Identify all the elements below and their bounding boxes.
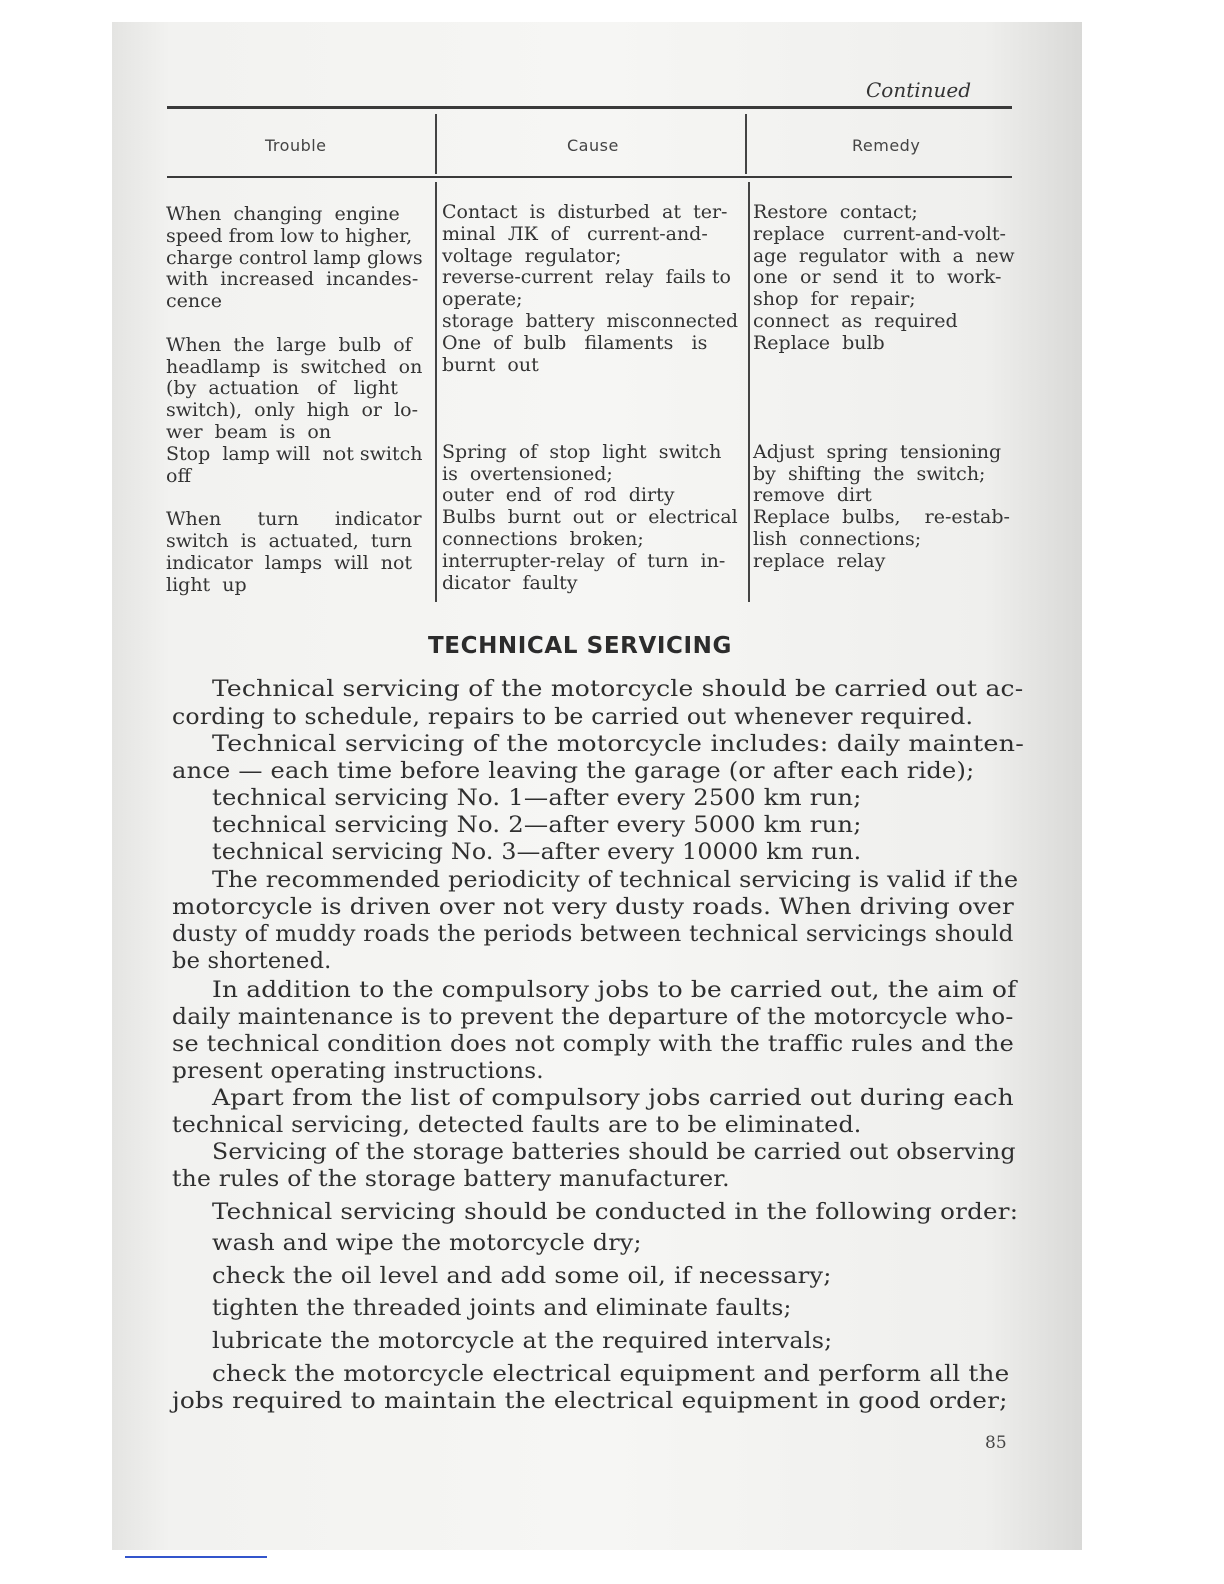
table-cell-line [753,376,1020,398]
table-cell-line: lish connections; [753,527,922,550]
body-text-line: se technical condition does not comply with the traffic rules and the [172,1031,1015,1057]
table-cell-line: Contact is disturbed at ter- [442,201,728,223]
table-cell-line: charge control lamp glows [166,246,423,269]
table-cell-line: Stop lamp will not switch [166,442,423,465]
column-divider [435,114,437,174]
body-text-line: motorcycle is driven over not very dusty roads. When driving over [172,894,1014,920]
table-cell-line: dicator faulty [442,571,578,594]
table-cell-line: connect as required [753,309,958,332]
table-cell-line: Restore contact; [753,201,918,223]
table-cell-line: one or send it to work- [753,266,1002,289]
table-cell-line: indicator lamps will not [166,551,413,574]
table-cell-line: storage battery misconnected [442,309,739,332]
table-cell-line: with increased incandes- [166,268,419,291]
column-divider [435,182,437,602]
table-cell-line [753,398,1020,420]
table-cell-line: operate; [442,288,523,311]
body-text-line: Technical servicing of the motorcycle should be carried out ac- [212,676,1024,702]
body-text-line: ance — each time before leaving the garage (or after each ride); [172,758,975,784]
table-cell-line: burnt out [442,353,539,376]
table-cell-line: voltage regulator; [442,244,622,267]
scan-edge-mark [125,1556,267,1558]
table-cell-line: replace relay [753,549,886,572]
body-text-line: Servicing of the storage batteries should be carried out observing [212,1139,1016,1165]
table-cell-line: cence [166,290,223,313]
table-cell-line: Replace bulb [753,331,885,354]
body-text-line: Apart from the list of compulsory jobs carried out during each [212,1085,1014,1111]
table-cell-line: When changing engine [166,203,400,225]
body-text-line: technical servicing, detected faults are to be eliminated. [172,1112,862,1138]
table-cell-line [753,420,1020,442]
table-cell-line: One of bulb filaments is [442,331,708,354]
table-cell-line: When turn indicator [166,508,422,531]
body-text-line: tighten the threaded joints and eliminate faults; [212,1295,792,1321]
section-title: TECHNICAL SERVICING [428,633,732,659]
body-text-line: the rules of the storage battery manufacturer. [172,1166,730,1192]
table-cell-line: interrupter-relay of turn in- [442,549,726,572]
table-cell-line [166,313,423,335]
column-divider [748,182,750,602]
body-text-line: In addition to the compulsory jobs to be carried out, the aim of [212,977,1017,1003]
table-cell-line: off [166,464,191,487]
table-cell-line: by shifting the switch; [753,462,986,485]
remedy-column [753,202,1020,573]
table-cell-line: shop for repair; [753,288,916,311]
body-text-line: dusty of muddy roads the periods between technical servicings should [172,921,1014,947]
table-cell-line [442,376,742,398]
body-text-line: lubricate the motorcycle at the required intervals; [212,1328,833,1354]
table-header-rule [167,176,1012,178]
table-cell-line: speed from low to higher, [166,224,413,247]
header-cause: Cause [567,136,619,155]
table-cell-line: replace current-and-volt- [753,222,1006,245]
body-text-line: present operating instructions. [172,1058,544,1084]
body-text-line: daily maintenance is to prevent the departure of the motorcycle who- [172,1004,1014,1030]
column-divider [745,114,747,174]
body-text-line: The recommended periodicity of technical servicing is valid if the [212,867,1019,893]
body-text-line: check the motorcycle electrical equipment and perform all the [212,1361,1010,1387]
trouble-column [166,204,423,596]
table-cell-line: remove dirt [753,484,872,507]
table-cell-line: light up [166,573,247,596]
body-text-line: technical servicing No. 2—after every 5000 km run; [212,812,862,838]
header-remedy: Remedy [852,136,921,155]
body-text-line: Technical servicing should be conducted in the following order: [212,1199,1019,1225]
table-cell-line: Adjust spring tensioning [753,440,1002,463]
table-cell-line [753,355,1020,377]
table-top-rule [167,106,1012,109]
table-cell-line: reverse-current relay fails to [442,266,731,289]
table-cell-line: headlamp is switched on [166,355,423,378]
table-cell-line: wer beam is on [166,420,332,443]
table-cell-line: (by actuation of light [166,377,398,400]
header-trouble: Trouble [265,136,327,155]
table-cell-line: When the large bulb of [166,333,412,356]
continued-label: Continued [866,78,972,102]
table-cell-line: age regulator with a new [753,244,1015,267]
page-number: 85 [985,1433,1007,1453]
table-cell-line: switch), only high or lo- [166,399,419,422]
body-text-line: cording to schedule, repairs to be carried out whenever required. [172,704,974,730]
body-text-line: technical servicing No. 1—after every 2500 km run; [212,785,862,811]
table-cell-line [442,420,742,442]
body-text-line: jobs required to maintain the electrical equipment in good order; [172,1388,1008,1414]
table-cell-line: is overtensioned; [442,462,613,485]
body-text-line: be shortened. [172,948,332,974]
body-text-line: wash and wipe the motorcycle dry; [212,1230,642,1256]
body-text-line: Technical servicing of the motorcycle includes: daily mainten- [212,731,1025,757]
table-cell-line: connections broken; [442,527,644,550]
table-cell-line [442,398,742,420]
table-cell-line: Spring of stop light switch [442,440,722,463]
cause-column [442,202,742,594]
body-text-line: check the oil level and add some oil, if necessary; [212,1263,832,1289]
table-cell-line: Replace bulbs, re-estab- [753,506,1010,529]
table-cell-line: minal ЛК of current-and- [442,222,708,245]
table-cell-line: switch is actuated, turn [166,529,413,552]
body-text-line: technical servicing No. 3—after every 10000 km run. [212,839,862,865]
table-cell-line [166,487,423,509]
table-cell-line: Bulbs burnt out or electrical [442,506,738,529]
table-cell-line: outer end of rod dirty [442,484,675,507]
